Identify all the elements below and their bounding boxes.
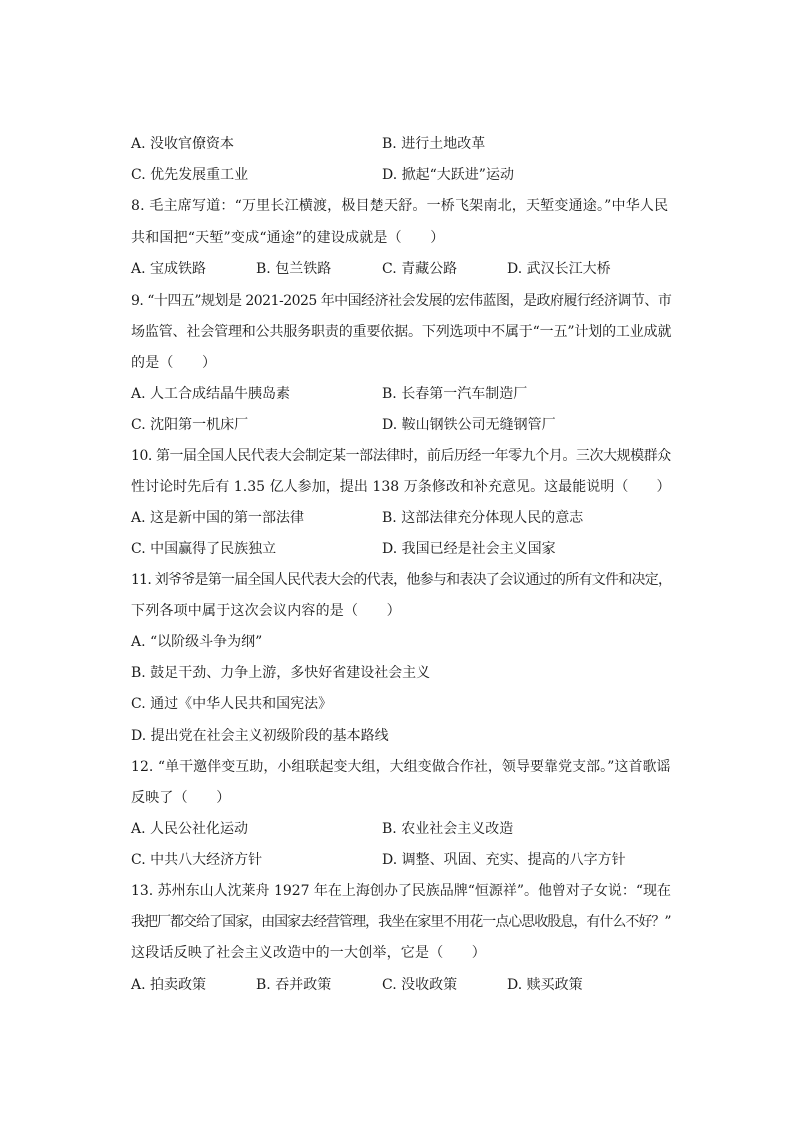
q10-stem-line2: 性讨论时先后有 1.35 亿人参加，提出 138 万条修改和补充意见。这最能说明（ ） (131, 479, 671, 495)
q11-stem-line1: 11. 刘爷爷是第一届全国人民代表大会的代表，他参与和表决了会议通过的所有文件和决定， (131, 572, 672, 588)
q9-stem-line2: 场监管、社会管理和公共服务职责的重要依据。下列选项中不属于“一五”计划的工业成就 (131, 324, 672, 340)
q12-option-a[interactable]: A. 人民公社化运动 (131, 821, 249, 837)
q11-option-c[interactable]: C. 通过《中华人民共和国宪法》 (131, 696, 333, 712)
q13-stem-line3: 这段话反映了社会主义改造中的一大创举，它是（ ） (131, 945, 486, 961)
q7-option-a[interactable]: A. 没收官僚资本 (131, 136, 235, 152)
q10-option-d[interactable]: D. 我国已经是社会主义国家 (382, 541, 556, 557)
q11-option-b[interactable]: B. 鼓足干劲、力争上游，多快好省建设社会主义 (131, 665, 431, 681)
q11-option-a[interactable]: A. “以阶级斗争为纲” (131, 634, 263, 650)
q8-stem-line2: 共和国把“天堑”变成“通途”的建设成就是（ ） (131, 230, 445, 246)
q9-option-a[interactable]: A. 人工合成结晶牛胰岛素 (131, 386, 291, 402)
q10-option-b[interactable]: B. 这部法律充分体现人民的意志 (382, 510, 584, 526)
q9-option-b[interactable]: B. 长春第一汽车制造厂 (382, 386, 528, 402)
q7-option-c[interactable]: C. 优先发展重工业 (131, 167, 249, 183)
q12-option-c[interactable]: C. 中共八大经济方针 (131, 852, 263, 868)
q10-option-a[interactable]: A. 这是新中国的第一部法律 (131, 510, 305, 526)
q8-option-d[interactable]: D. 武汉长江大桥 (507, 261, 611, 277)
q8-option-b[interactable]: B. 包兰铁路 (256, 261, 332, 277)
q8-option-a[interactable]: A. 宝成铁路 (131, 261, 207, 277)
q11-option-d[interactable]: D. 提出党在社会主义初级阶段的基本路线 (131, 728, 389, 744)
q8-stem-line1: 8. 毛主席写道：“万里长江横渡，极目楚天舒。一桥飞架南北，天堑变通途。”中华人民 (131, 198, 669, 214)
q8-option-c[interactable]: C. 青藏公路 (382, 261, 458, 277)
q10-stem-line1: 10. 第一届全国人民代表大会制定某一部法律时，前后历经一年零九个月。三次大规模群众 (131, 448, 671, 464)
q9-stem-line1: 9. “十四五”规划是 2021-2025 年中国经济社会发展的宏伟蓝图，是政府履行经济调节、市 (131, 293, 672, 309)
q9-option-d[interactable]: D. 鞍山钢铁公司无缝钢管厂 (382, 417, 556, 433)
q12-stem-line1: 12. “单干邀伴变互助，小组联起变大组，大组变做合作社，领导要靠党支部。”这首歌谣 (131, 759, 671, 775)
q13-option-a[interactable]: A. 拍卖政策 (131, 977, 207, 993)
q7-option-d[interactable]: D. 掀起“大跃进”运动 (382, 167, 514, 183)
q12-stem-line2: 反映了（ ） (131, 790, 231, 806)
q12-option-d[interactable]: D. 调整、巩固、充实、提高的八字方针 (382, 852, 626, 868)
q11-stem-line2: 下列各项中属于这次会议内容的是（ ） (131, 603, 401, 619)
q13-option-d[interactable]: D. 赎买政策 (507, 977, 583, 993)
q10-option-c[interactable]: C. 中国赢得了民族独立 (131, 541, 277, 557)
q7-option-b[interactable]: B. 进行土地改革 (382, 136, 486, 152)
q13-stem-line2: 我把厂都交给了国家，由国家去经营管理，我坐在家里不用花一点心思收股息，有什么不好？” (131, 914, 671, 930)
q9-option-c[interactable]: C. 沈阳第一机床厂 (131, 417, 249, 433)
q13-option-b[interactable]: B. 吞并政策 (256, 977, 332, 993)
q13-stem-line1: 13. 苏州东山人沈莱舟 1927 年在上海创办了民族品牌“恒源祥”。他曾对子女说：“现在 (131, 883, 671, 899)
q13-option-c[interactable]: C. 没收政策 (382, 977, 458, 993)
q12-option-b[interactable]: B. 农业社会主义改造 (382, 821, 514, 837)
q9-stem-line3: 的是（ ） (131, 355, 217, 371)
